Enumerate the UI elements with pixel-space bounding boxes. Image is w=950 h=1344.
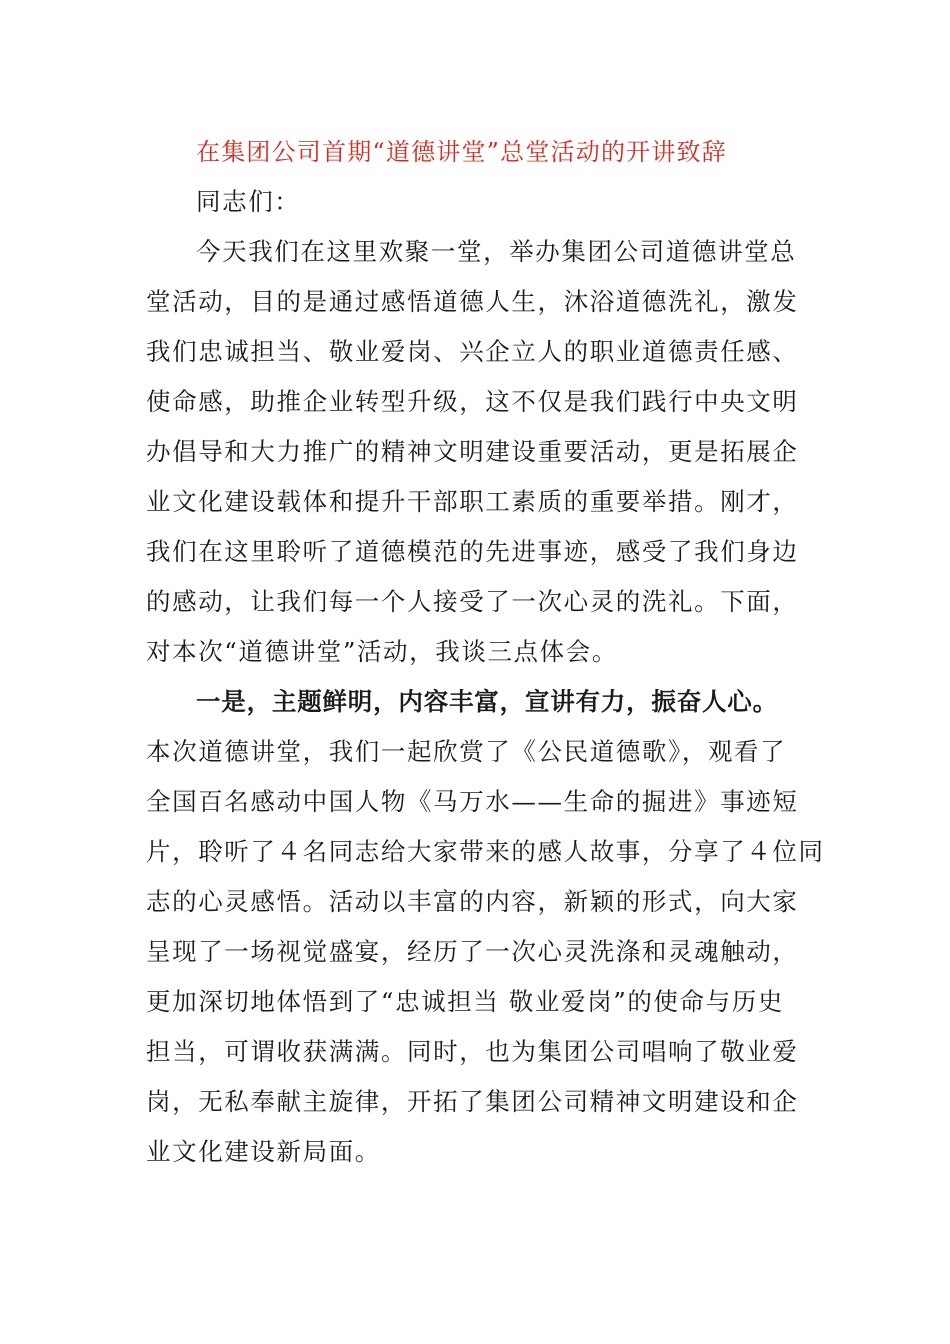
paragraph-line: 业文化建设新局面。: [146, 1137, 381, 1166]
paragraph-line: 堂活动，目的是通过感悟道德人生，沐浴道德洗礼，激发: [146, 287, 799, 316]
paragraph-line: 使命感，助推企业转型升级，这不仅是我们践行中央文明: [146, 387, 799, 416]
section-heading: 一是，主题鲜明，内容丰富，宣讲有力，振奋人心。: [196, 687, 778, 716]
paragraph-line: 担当，可谓收获满满。同时，也为集团公司唱响了敬业爱: [146, 1037, 799, 1066]
paragraph-line: 我们忠诚担当、敬业爱岗、兴企立人的职业道德责任感、: [146, 337, 799, 366]
paragraph-line: 全国百名感动中国人物《马万水——生命的掘进》事迹短: [146, 787, 799, 816]
paragraph-line: 片，聆听了４名同志给大家带来的感人故事，分享了４位同: [146, 837, 825, 866]
paragraph-line: 办倡导和大力推广的精神文明建设重要活动，更是拓展企: [146, 437, 799, 466]
paragraph-line: 业文化建设载体和提升干部职工素质的重要举措。刚才，: [146, 487, 799, 516]
paragraph-line: 的感动，让我们每一个人接受了一次心灵的洗礼。下面，: [146, 587, 799, 616]
paragraph-line: 更加深切地体悟到了“忠诚担当 敬业爱岗”的使命与历史: [146, 987, 784, 1016]
document-title: 在集团公司首期“道德讲堂”总堂活动的开讲致辞: [196, 138, 727, 166]
paragraph-line: 本次道德讲堂，我们一起欣赏了《公民道德歌》，观看了: [146, 737, 787, 766]
salutation: 同志们：: [196, 187, 301, 216]
paragraph-line: 今天我们在这里欢聚一堂，举办集团公司道德讲堂总: [196, 237, 797, 266]
paragraph-line: 岗，无私奉献主旋律，开拓了集团公司精神文明建设和企: [146, 1087, 799, 1116]
paragraph-line: 我们在这里聆听了道德模范的先进事迹，感受了我们身边: [146, 537, 799, 566]
paragraph-line: 对本次“道德讲堂”活动，我谈三点体会。: [146, 637, 618, 666]
paragraph-line: 志的心灵感悟。活动以丰富的内容，新颖的形式，向大家: [146, 887, 799, 916]
paragraph-line: 呈现了一场视觉盛宴，经历了一次心灵洗涤和灵魂触动，: [146, 937, 799, 966]
